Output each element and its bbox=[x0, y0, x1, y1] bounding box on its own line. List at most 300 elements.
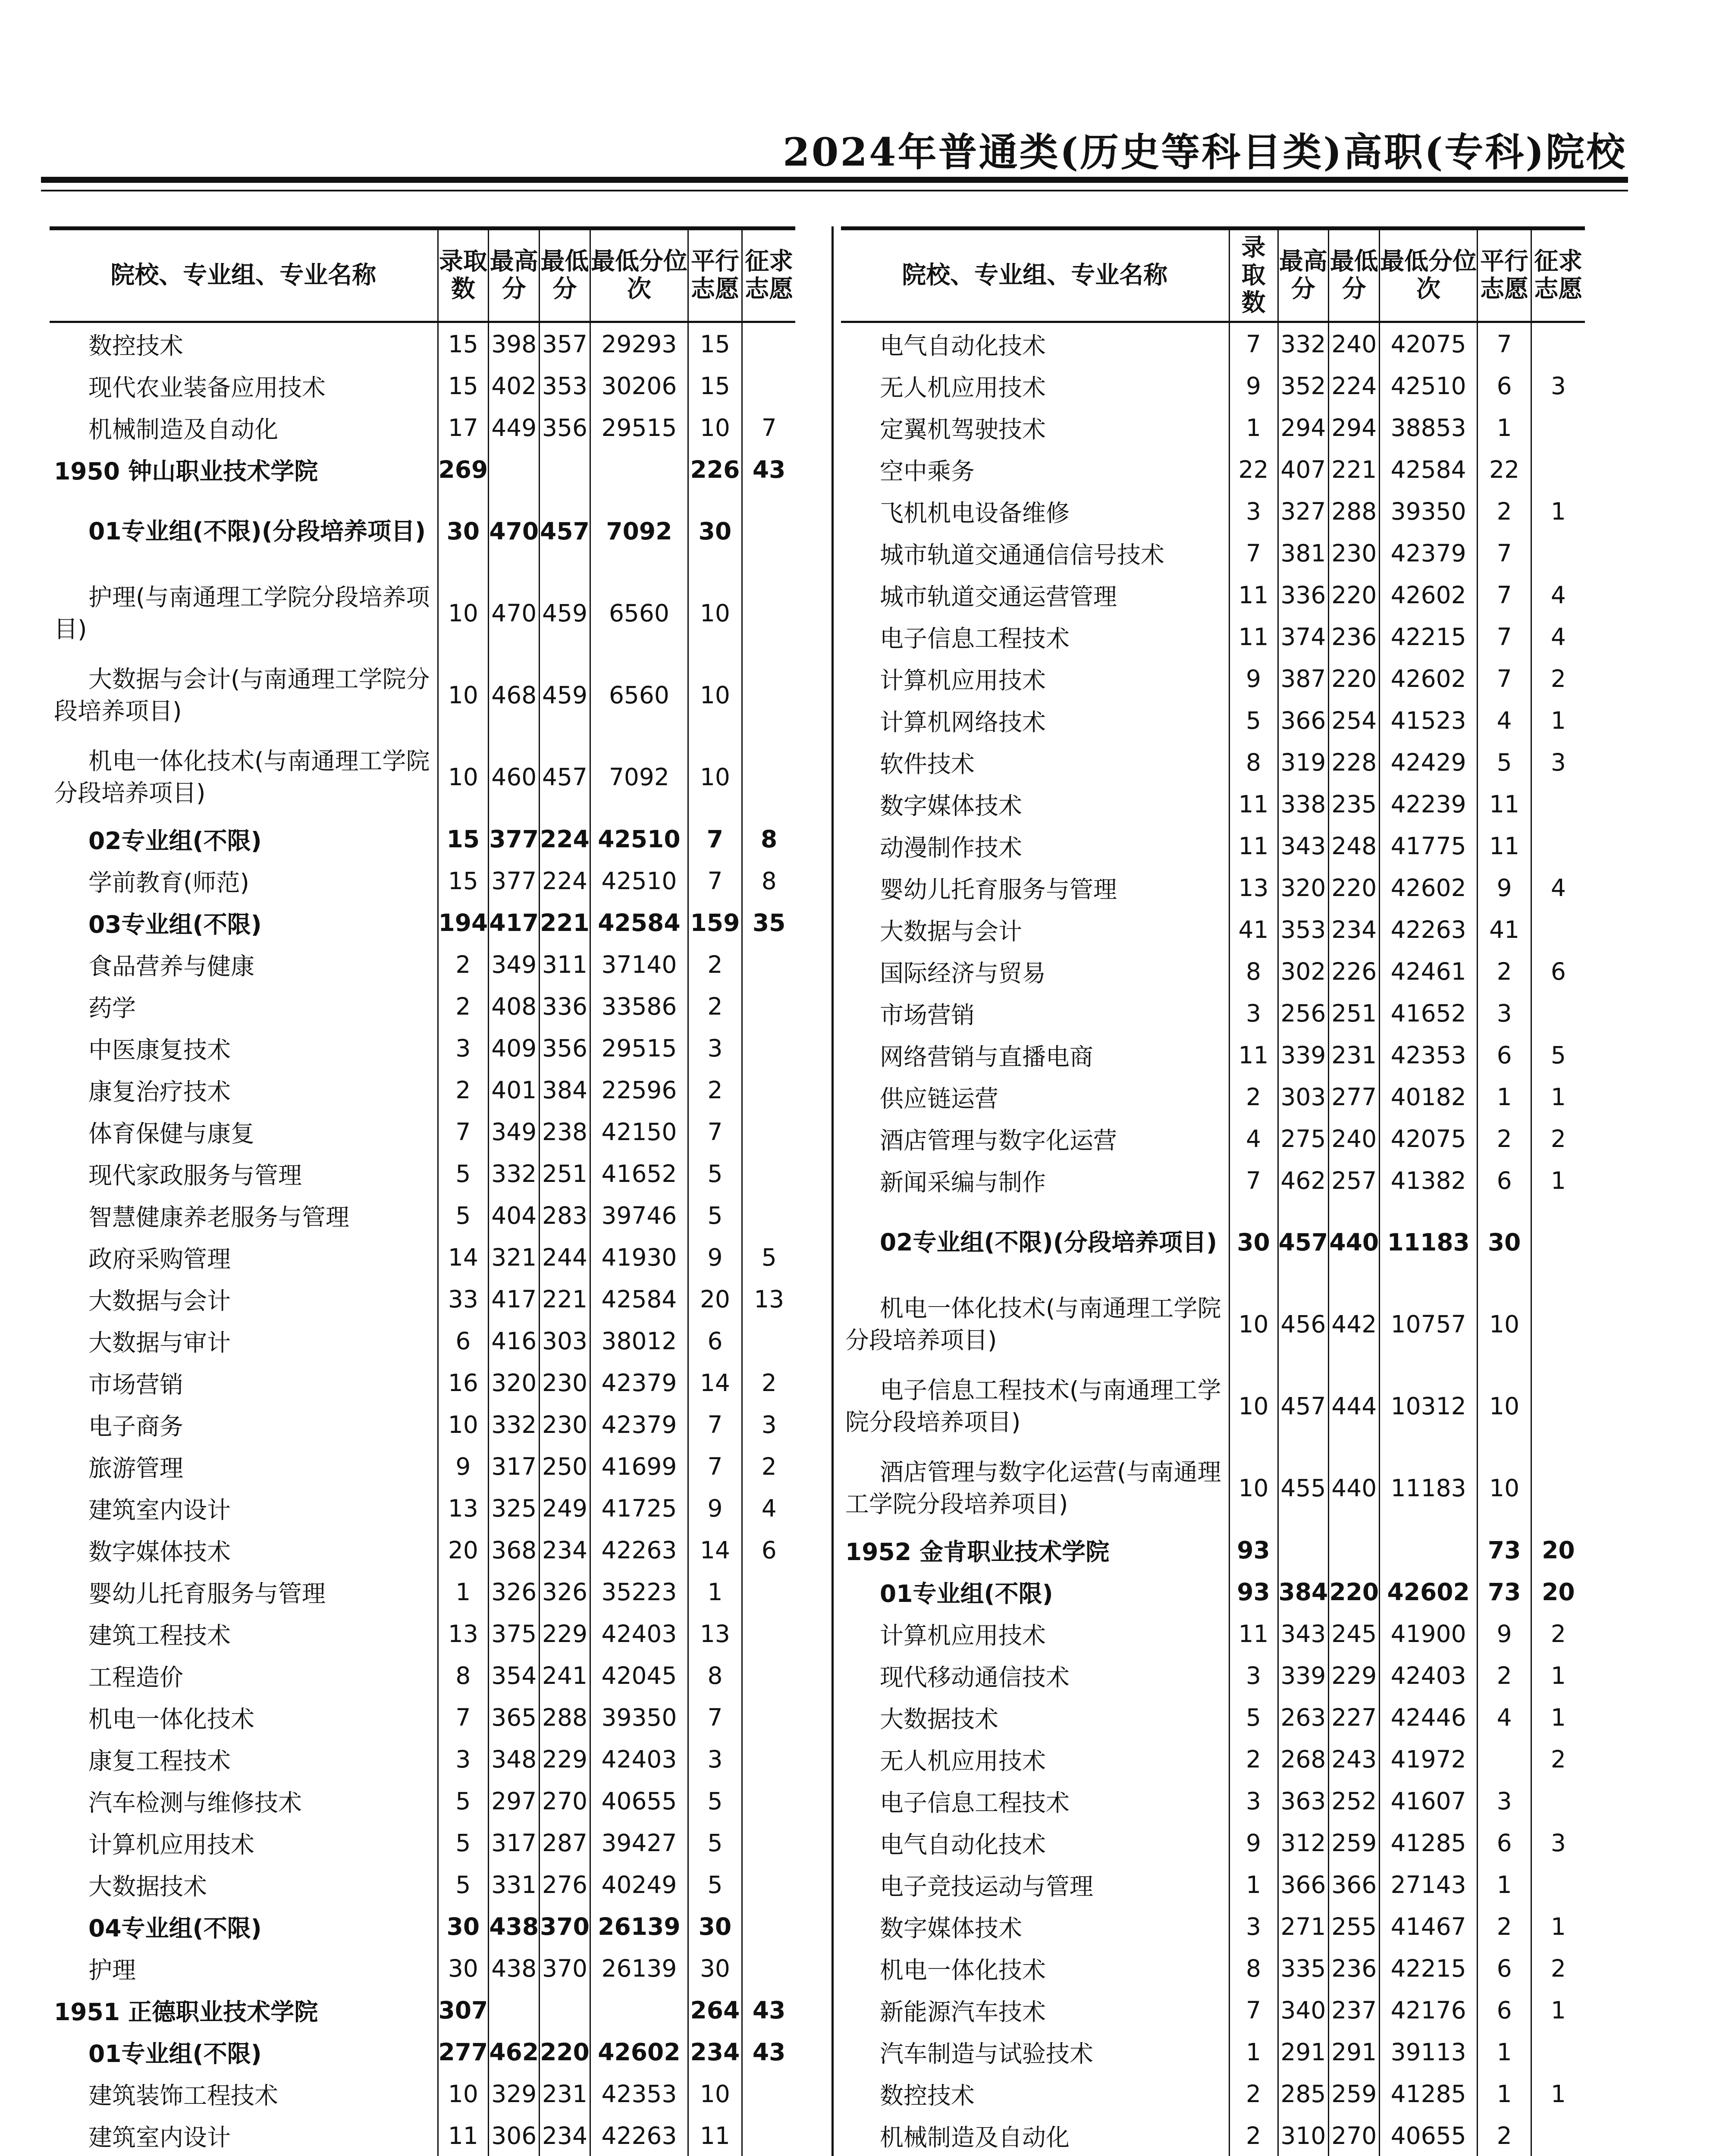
major-row bbox=[841, 658, 1585, 699]
parallel-cell: 3 bbox=[1478, 1780, 1531, 1822]
enrolled-cell: 11 bbox=[1229, 1034, 1278, 1076]
min-score-cell: 228 bbox=[1329, 741, 1380, 783]
min-rank-cell: 33586 bbox=[590, 985, 688, 1027]
parallel-cell: 2 bbox=[1478, 490, 1531, 532]
max-score-cell: 339 bbox=[1278, 1034, 1329, 1076]
min-rank-cell: 42150 bbox=[590, 1111, 688, 1153]
major-row bbox=[50, 654, 795, 736]
min-score-cell: 240 bbox=[1329, 1118, 1380, 1159]
min-score-cell: 384 bbox=[540, 1069, 590, 1111]
min-rank-cell: 41900 bbox=[1380, 1613, 1478, 1655]
school-row bbox=[841, 1529, 1585, 1571]
max-score-cell: 462 bbox=[1278, 1159, 1329, 1201]
parallel-cell: 15 bbox=[688, 365, 742, 407]
solicit-cell: 8 bbox=[742, 860, 795, 902]
parallel-cell: 7 bbox=[1478, 616, 1531, 658]
parallel-cell: 14 bbox=[688, 1362, 742, 1404]
parallel-cell: 1 bbox=[1478, 407, 1531, 448]
min-score-cell: 326 bbox=[540, 1571, 590, 1613]
max-score-cell: 417 bbox=[489, 1278, 540, 1320]
min-score-cell: 440 bbox=[1329, 1447, 1380, 1529]
major-row bbox=[50, 985, 795, 1027]
max-score-cell: 319 bbox=[1278, 741, 1329, 783]
max-score-cell: 320 bbox=[489, 1362, 540, 1404]
enrolled-cell: 3 bbox=[1229, 1655, 1278, 1696]
parallel-cell: 30 bbox=[688, 1947, 742, 1989]
max-score-cell: 332 bbox=[1278, 322, 1329, 365]
min-rank-cell: 42239 bbox=[1380, 783, 1478, 825]
name-cell: 城市轨道交通通信信号技术 bbox=[880, 541, 1165, 569]
parallel-cell: 7 bbox=[688, 818, 742, 860]
name-cell: 旅游管理 bbox=[88, 1454, 184, 1482]
parallel-cell: 1 bbox=[1478, 2073, 1531, 2115]
solicit-cell: 4 bbox=[1531, 867, 1585, 909]
min-rank-cell: 42602 bbox=[1380, 574, 1478, 616]
parallel-cell: 226 bbox=[688, 448, 742, 490]
name-cell: 04专业组(不限) bbox=[88, 1915, 262, 1942]
max-score-cell: 375 bbox=[489, 1613, 540, 1655]
enrolled-cell: 5 bbox=[438, 1864, 489, 1905]
solicit-cell bbox=[1531, 783, 1585, 825]
major-row bbox=[841, 365, 1585, 407]
min-score-cell: 221 bbox=[540, 902, 590, 943]
school-row bbox=[50, 448, 795, 490]
name-cell: 大数据与会计(与南通理工学院分段培养项目) bbox=[54, 665, 430, 725]
parallel-cell: 6 bbox=[1478, 1034, 1531, 1076]
parallel-cell: 234 bbox=[688, 2031, 742, 2073]
min-score-cell: 243 bbox=[1329, 1738, 1380, 1780]
enrolled-cell: 307 bbox=[438, 1989, 489, 2031]
enrolled-cell: 5 bbox=[1229, 1696, 1278, 1738]
parallel-cell: 9 bbox=[1478, 1613, 1531, 1655]
parallel-cell: 7 bbox=[688, 1445, 742, 1487]
enrolled-cell: 93 bbox=[1229, 1571, 1278, 1613]
major-row bbox=[50, 1069, 795, 1111]
min-score-cell: 257 bbox=[1329, 1159, 1380, 1201]
max-score-cell: 338 bbox=[1278, 783, 1329, 825]
name-cell: 数控技术 bbox=[88, 332, 184, 360]
major-row bbox=[841, 950, 1585, 992]
name-cell: 电子竞技运动与管理 bbox=[880, 1873, 1094, 1900]
parallel-cell: 11 bbox=[688, 2115, 742, 2156]
parallel-cell: 30 bbox=[688, 1905, 742, 1947]
parallel-cell: 41 bbox=[1478, 909, 1531, 950]
min-score-cell: 288 bbox=[540, 1696, 590, 1738]
parallel-cell: 20 bbox=[688, 1278, 742, 1320]
min-score-cell: 237 bbox=[1329, 1989, 1380, 2031]
enrolled-cell: 277 bbox=[438, 2031, 489, 2073]
parallel-cell: 10 bbox=[1478, 1283, 1531, 1365]
major-row bbox=[841, 1118, 1585, 1159]
max-score-cell: 331 bbox=[489, 1864, 540, 1905]
min-score-cell: 440 bbox=[1329, 1201, 1380, 1283]
min-score-cell: 270 bbox=[1329, 2115, 1380, 2156]
max-score-cell: 349 bbox=[489, 1111, 540, 1153]
name-cell: 供应链运营 bbox=[880, 1085, 999, 1112]
min-score-cell: 444 bbox=[1329, 1365, 1380, 1447]
solicit-cell bbox=[742, 1780, 795, 1822]
min-rank-cell: 39746 bbox=[590, 1194, 688, 1236]
enrolled-cell: 15 bbox=[438, 365, 489, 407]
min-score-cell: 370 bbox=[540, 1947, 590, 1989]
min-score-cell: 235 bbox=[1329, 783, 1380, 825]
solicit-cell bbox=[742, 1696, 795, 1738]
enrolled-cell: 5 bbox=[1229, 699, 1278, 741]
max-score-cell: 401 bbox=[489, 1069, 540, 1111]
solicit-cell: 5 bbox=[742, 1236, 795, 1278]
max-score-cell: 462 bbox=[489, 2031, 540, 2073]
parallel-cell: 7 bbox=[1478, 658, 1531, 699]
max-score-cell: 457 bbox=[1278, 1201, 1329, 1283]
parallel-cell: 2 bbox=[1478, 1118, 1531, 1159]
right-column bbox=[841, 226, 1585, 2156]
min-score-cell: 240 bbox=[1329, 322, 1380, 365]
group-row bbox=[50, 818, 795, 860]
solicit-cell: 2 bbox=[742, 1445, 795, 1487]
max-score-cell: 368 bbox=[489, 1529, 540, 1571]
name-cell: 食品营养与健康 bbox=[88, 953, 255, 980]
min-rank-cell: 42263 bbox=[590, 2115, 688, 2156]
major-row bbox=[841, 1947, 1585, 1989]
enrolled-cell: 11 bbox=[1229, 825, 1278, 867]
school-row bbox=[50, 1989, 795, 2031]
name-cell: 国际经济与贸易 bbox=[880, 959, 1046, 987]
name-cell: 数控技术 bbox=[880, 2082, 975, 2109]
parallel-cell: 73 bbox=[1478, 1571, 1531, 1613]
max-score-cell: 409 bbox=[489, 1027, 540, 1069]
name-cell: 电气自动化技术 bbox=[880, 332, 1046, 360]
parallel-cell: 14 bbox=[688, 1529, 742, 1571]
parallel-cell: 7 bbox=[688, 1404, 742, 1445]
solicit-cell bbox=[1531, 1365, 1585, 1447]
parallel-cell: 11 bbox=[1478, 783, 1531, 825]
name-cell: 现代移动通信技术 bbox=[880, 1664, 1070, 1691]
solicit-cell bbox=[742, 1111, 795, 1153]
major-row bbox=[841, 1283, 1585, 1365]
name-cell: 电子信息工程技术 bbox=[880, 625, 1070, 652]
min-rank-cell: 42176 bbox=[1380, 1989, 1478, 2031]
max-score-cell: 321 bbox=[489, 1236, 540, 1278]
name-cell: 现代农业装备应用技术 bbox=[88, 374, 326, 401]
min-rank-cell: 42602 bbox=[1380, 867, 1478, 909]
max-score-cell bbox=[489, 448, 540, 490]
min-score-cell: 220 bbox=[1329, 658, 1380, 699]
min-rank-cell: 42215 bbox=[1380, 1947, 1478, 1989]
major-row bbox=[50, 1571, 795, 1613]
max-score-cell: 354 bbox=[489, 1655, 540, 1696]
min-score-cell: 224 bbox=[540, 818, 590, 860]
group-row bbox=[841, 1201, 1585, 1283]
parallel-cell: 9 bbox=[688, 1487, 742, 1529]
parallel-cell: 7 bbox=[1478, 532, 1531, 574]
solicit-cell: 3 bbox=[742, 1404, 795, 1445]
max-score-cell: 329 bbox=[489, 2073, 540, 2115]
solicit-cell: 4 bbox=[1531, 574, 1585, 616]
enrolled-cell: 3 bbox=[438, 1738, 489, 1780]
major-row bbox=[841, 699, 1585, 741]
major-row bbox=[841, 448, 1585, 490]
enrolled-cell: 3 bbox=[1229, 992, 1278, 1034]
min-score-cell: 248 bbox=[1329, 825, 1380, 867]
header-min-rank: 最低分位次 bbox=[1380, 229, 1478, 322]
parallel-cell: 5 bbox=[688, 1864, 742, 1905]
min-rank-cell: 42461 bbox=[1380, 950, 1478, 992]
min-rank-cell: 38012 bbox=[590, 1320, 688, 1362]
enrolled-cell: 7 bbox=[1229, 532, 1278, 574]
solicit-cell: 2 bbox=[1531, 1613, 1585, 1655]
enrolled-cell: 5 bbox=[438, 1822, 489, 1864]
min-rank-cell: 29515 bbox=[590, 1027, 688, 1069]
header-rule-thin bbox=[41, 190, 1628, 191]
min-score-cell: 249 bbox=[540, 1487, 590, 1529]
enrolled-cell: 11 bbox=[438, 2115, 489, 2156]
enrolled-cell: 194 bbox=[438, 902, 489, 943]
max-score-cell: 332 bbox=[489, 1153, 540, 1194]
min-score-cell: 220 bbox=[540, 2031, 590, 2073]
min-score-cell: 241 bbox=[540, 1655, 590, 1696]
name-cell: 现代家政服务与管理 bbox=[88, 1162, 302, 1189]
parallel-cell: 7 bbox=[688, 860, 742, 902]
max-score-cell: 408 bbox=[489, 985, 540, 1027]
parallel-cell: 264 bbox=[688, 1989, 742, 2031]
major-row bbox=[50, 1822, 795, 1864]
min-rank-cell bbox=[590, 1989, 688, 2031]
enrolled-cell: 1 bbox=[438, 1571, 489, 1613]
max-score-cell: 348 bbox=[489, 1738, 540, 1780]
enrolled-cell: 11 bbox=[1229, 574, 1278, 616]
enrolled-cell: 8 bbox=[1229, 741, 1278, 783]
enrolled-cell: 3 bbox=[438, 1027, 489, 1069]
name-cell: 智慧健康养老服务与管理 bbox=[88, 1203, 350, 1231]
enrolled-cell: 2 bbox=[1229, 2115, 1278, 2156]
major-row bbox=[50, 1236, 795, 1278]
column-divider bbox=[831, 226, 834, 2156]
solicit-cell bbox=[1531, 407, 1585, 448]
max-score-cell: 332 bbox=[489, 1404, 540, 1445]
parallel-cell: 10 bbox=[688, 407, 742, 448]
enrolled-cell: 10 bbox=[438, 736, 489, 818]
parallel-cell: 1 bbox=[1478, 1864, 1531, 1905]
name-cell: 药学 bbox=[88, 994, 136, 1022]
name-cell: 政府采购管理 bbox=[88, 1245, 231, 1273]
min-rank-cell: 41699 bbox=[590, 1445, 688, 1487]
name-cell: 大数据与审计 bbox=[88, 1329, 231, 1357]
min-rank-cell: 40249 bbox=[590, 1864, 688, 1905]
enrolled-cell: 2 bbox=[1229, 1076, 1278, 1118]
parallel-cell: 159 bbox=[688, 902, 742, 943]
min-score-cell: 259 bbox=[1329, 1822, 1380, 1864]
major-row bbox=[50, 1613, 795, 1655]
parallel-cell: 2 bbox=[1478, 1655, 1531, 1696]
enrolled-cell: 7 bbox=[1229, 1989, 1278, 2031]
solicit-cell: 5 bbox=[1531, 1034, 1585, 1076]
name-cell: 建筑室内设计 bbox=[88, 1496, 231, 1524]
major-row bbox=[841, 867, 1585, 909]
major-row bbox=[841, 532, 1585, 574]
min-rank-cell: 11183 bbox=[1380, 1201, 1478, 1283]
major-row bbox=[841, 992, 1585, 1034]
min-rank-cell: 6560 bbox=[590, 572, 688, 654]
min-rank-cell: 42075 bbox=[1380, 322, 1478, 365]
header-name: 院校、专业组、专业名称 bbox=[841, 229, 1229, 322]
min-score-cell: 226 bbox=[1329, 950, 1380, 992]
major-row bbox=[841, 2031, 1585, 2073]
major-row bbox=[50, 1194, 795, 1236]
max-score-cell: 407 bbox=[1278, 448, 1329, 490]
major-row bbox=[841, 490, 1585, 532]
name-cell: 汽车制造与试验技术 bbox=[880, 2040, 1094, 2068]
solicit-cell: 1 bbox=[1531, 1905, 1585, 1947]
min-score-cell: 366 bbox=[1329, 1864, 1380, 1905]
min-score-cell: 276 bbox=[540, 1864, 590, 1905]
name-cell: 网络营销与直播电商 bbox=[880, 1043, 1094, 1071]
min-rank-cell: 41652 bbox=[1380, 992, 1478, 1034]
solicit-cell bbox=[742, 322, 795, 365]
name-cell: 工程造价 bbox=[88, 1664, 184, 1691]
major-row bbox=[50, 860, 795, 902]
solicit-cell bbox=[742, 736, 795, 818]
header-name: 院校、专业组、专业名称 bbox=[50, 229, 438, 322]
name-cell: 无人机应用技术 bbox=[880, 374, 1046, 401]
solicit-cell bbox=[1531, 532, 1585, 574]
major-row bbox=[841, 1780, 1585, 1822]
min-rank-cell: 11183 bbox=[1380, 1447, 1478, 1529]
major-row bbox=[50, 1655, 795, 1696]
major-row bbox=[841, 407, 1585, 448]
parallel-cell: 10 bbox=[688, 2073, 742, 2115]
min-rank-cell: 42379 bbox=[1380, 532, 1478, 574]
solicit-cell: 8 bbox=[742, 818, 795, 860]
solicit-cell bbox=[742, 1571, 795, 1613]
enrolled-cell: 7 bbox=[1229, 322, 1278, 365]
min-rank-cell: 41930 bbox=[590, 1236, 688, 1278]
min-rank-cell: 42403 bbox=[590, 1738, 688, 1780]
parallel-cell: 10 bbox=[1478, 1365, 1531, 1447]
enrolled-cell: 1 bbox=[1229, 1864, 1278, 1905]
min-score-cell: 231 bbox=[540, 2073, 590, 2115]
name-cell: 无人机应用技术 bbox=[880, 1747, 1046, 1775]
right-admission-table bbox=[841, 226, 1585, 2156]
max-score-cell: 470 bbox=[489, 490, 540, 572]
min-score-cell: 255 bbox=[1329, 1905, 1380, 1947]
parallel-cell bbox=[1478, 1738, 1531, 1780]
solicit-cell bbox=[1531, 1447, 1585, 1529]
enrolled-cell: 8 bbox=[1229, 950, 1278, 992]
major-row bbox=[841, 1655, 1585, 1696]
min-rank-cell: 41285 bbox=[1380, 2073, 1478, 2115]
solicit-cell bbox=[1531, 825, 1585, 867]
enrolled-cell: 9 bbox=[438, 1445, 489, 1487]
left-admission-table bbox=[50, 226, 795, 2156]
max-score-cell: 438 bbox=[489, 1947, 540, 1989]
header-parallel: 平行志愿 bbox=[688, 229, 742, 322]
name-cell: 建筑装饰工程技术 bbox=[88, 2082, 279, 2109]
solicit-cell bbox=[742, 2073, 795, 2115]
major-row bbox=[50, 572, 795, 654]
name-cell: 计算机应用技术 bbox=[880, 1622, 1046, 1649]
enrolled-cell: 10 bbox=[438, 2073, 489, 2115]
max-score-cell: 302 bbox=[1278, 950, 1329, 992]
enrolled-cell: 93 bbox=[1229, 1529, 1278, 1571]
max-score-cell: 384 bbox=[1278, 1571, 1329, 1613]
major-row bbox=[50, 1947, 795, 1989]
max-score-cell: 336 bbox=[1278, 574, 1329, 616]
name-cell: 电气自动化技术 bbox=[880, 1831, 1046, 1858]
major-row bbox=[50, 2115, 795, 2156]
min-rank-cell: 41523 bbox=[1380, 699, 1478, 741]
max-score-cell: 398 bbox=[489, 322, 540, 365]
solicit-cell: 1 bbox=[1531, 1696, 1585, 1738]
max-score-cell: 310 bbox=[1278, 2115, 1329, 2156]
max-score-cell: 343 bbox=[1278, 1613, 1329, 1655]
min-rank-cell: 10757 bbox=[1380, 1283, 1478, 1365]
parallel-cell: 2 bbox=[1478, 2115, 1531, 2156]
name-cell: 03专业组(不限) bbox=[88, 911, 262, 938]
name-cell: 定翼机驾驶技术 bbox=[880, 416, 1046, 443]
solicit-cell bbox=[742, 1027, 795, 1069]
name-cell: 机电一体化技术 bbox=[880, 1956, 1046, 1984]
min-rank-cell: 42584 bbox=[590, 902, 688, 943]
solicit-cell bbox=[742, 1738, 795, 1780]
name-cell: 学前教育(师范) bbox=[88, 869, 249, 896]
solicit-cell bbox=[1531, 2115, 1585, 2156]
min-rank-cell: 39350 bbox=[590, 1696, 688, 1738]
min-score-cell: 224 bbox=[1329, 365, 1380, 407]
min-score-cell: 287 bbox=[540, 1822, 590, 1864]
min-rank-cell: 22596 bbox=[590, 1069, 688, 1111]
max-score-cell bbox=[1278, 1529, 1329, 1571]
min-score-cell: 245 bbox=[1329, 1613, 1380, 1655]
parallel-cell: 10 bbox=[688, 736, 742, 818]
max-score-cell: 365 bbox=[489, 1696, 540, 1738]
solicit-cell: 3 bbox=[1531, 1822, 1585, 1864]
min-rank-cell: 30206 bbox=[590, 365, 688, 407]
max-score-cell: 353 bbox=[1278, 909, 1329, 950]
min-score-cell: 230 bbox=[540, 1404, 590, 1445]
max-score-cell: 275 bbox=[1278, 1118, 1329, 1159]
name-cell: 新能源汽车技术 bbox=[880, 1998, 1046, 2026]
max-score-cell: 416 bbox=[489, 1320, 540, 1362]
enrolled-cell: 30 bbox=[438, 1947, 489, 1989]
enrolled-cell: 5 bbox=[438, 1780, 489, 1822]
enrolled-cell: 10 bbox=[1229, 1447, 1278, 1529]
name-cell: 酒店管理与数字化运营 bbox=[880, 1127, 1117, 1154]
min-rank-cell: 39427 bbox=[590, 1822, 688, 1864]
min-score-cell: 457 bbox=[540, 736, 590, 818]
major-row bbox=[50, 1696, 795, 1738]
major-row bbox=[841, 1905, 1585, 1947]
min-rank-cell: 42379 bbox=[590, 1362, 688, 1404]
enrolled-cell: 9 bbox=[1229, 365, 1278, 407]
left-column bbox=[50, 226, 795, 2156]
solicit-cell: 2 bbox=[742, 1362, 795, 1404]
header-max-score: 最高分 bbox=[1278, 229, 1329, 322]
min-score-cell: 220 bbox=[1329, 574, 1380, 616]
min-rank-cell: 42510 bbox=[590, 818, 688, 860]
parallel-cell: 7 bbox=[688, 1696, 742, 1738]
min-score-cell: 234 bbox=[1329, 909, 1380, 950]
major-row bbox=[50, 1111, 795, 1153]
solicit-cell bbox=[742, 1613, 795, 1655]
name-cell: 建筑工程技术 bbox=[88, 1622, 231, 1649]
min-score-cell: 357 bbox=[540, 322, 590, 365]
min-score-cell: 236 bbox=[1329, 1947, 1380, 1989]
min-score-cell: 254 bbox=[1329, 699, 1380, 741]
solicit-cell: 3 bbox=[1531, 365, 1585, 407]
group-row bbox=[50, 490, 795, 572]
header-max-score: 最高分 bbox=[489, 229, 540, 322]
min-rank-cell: 42045 bbox=[590, 1655, 688, 1696]
